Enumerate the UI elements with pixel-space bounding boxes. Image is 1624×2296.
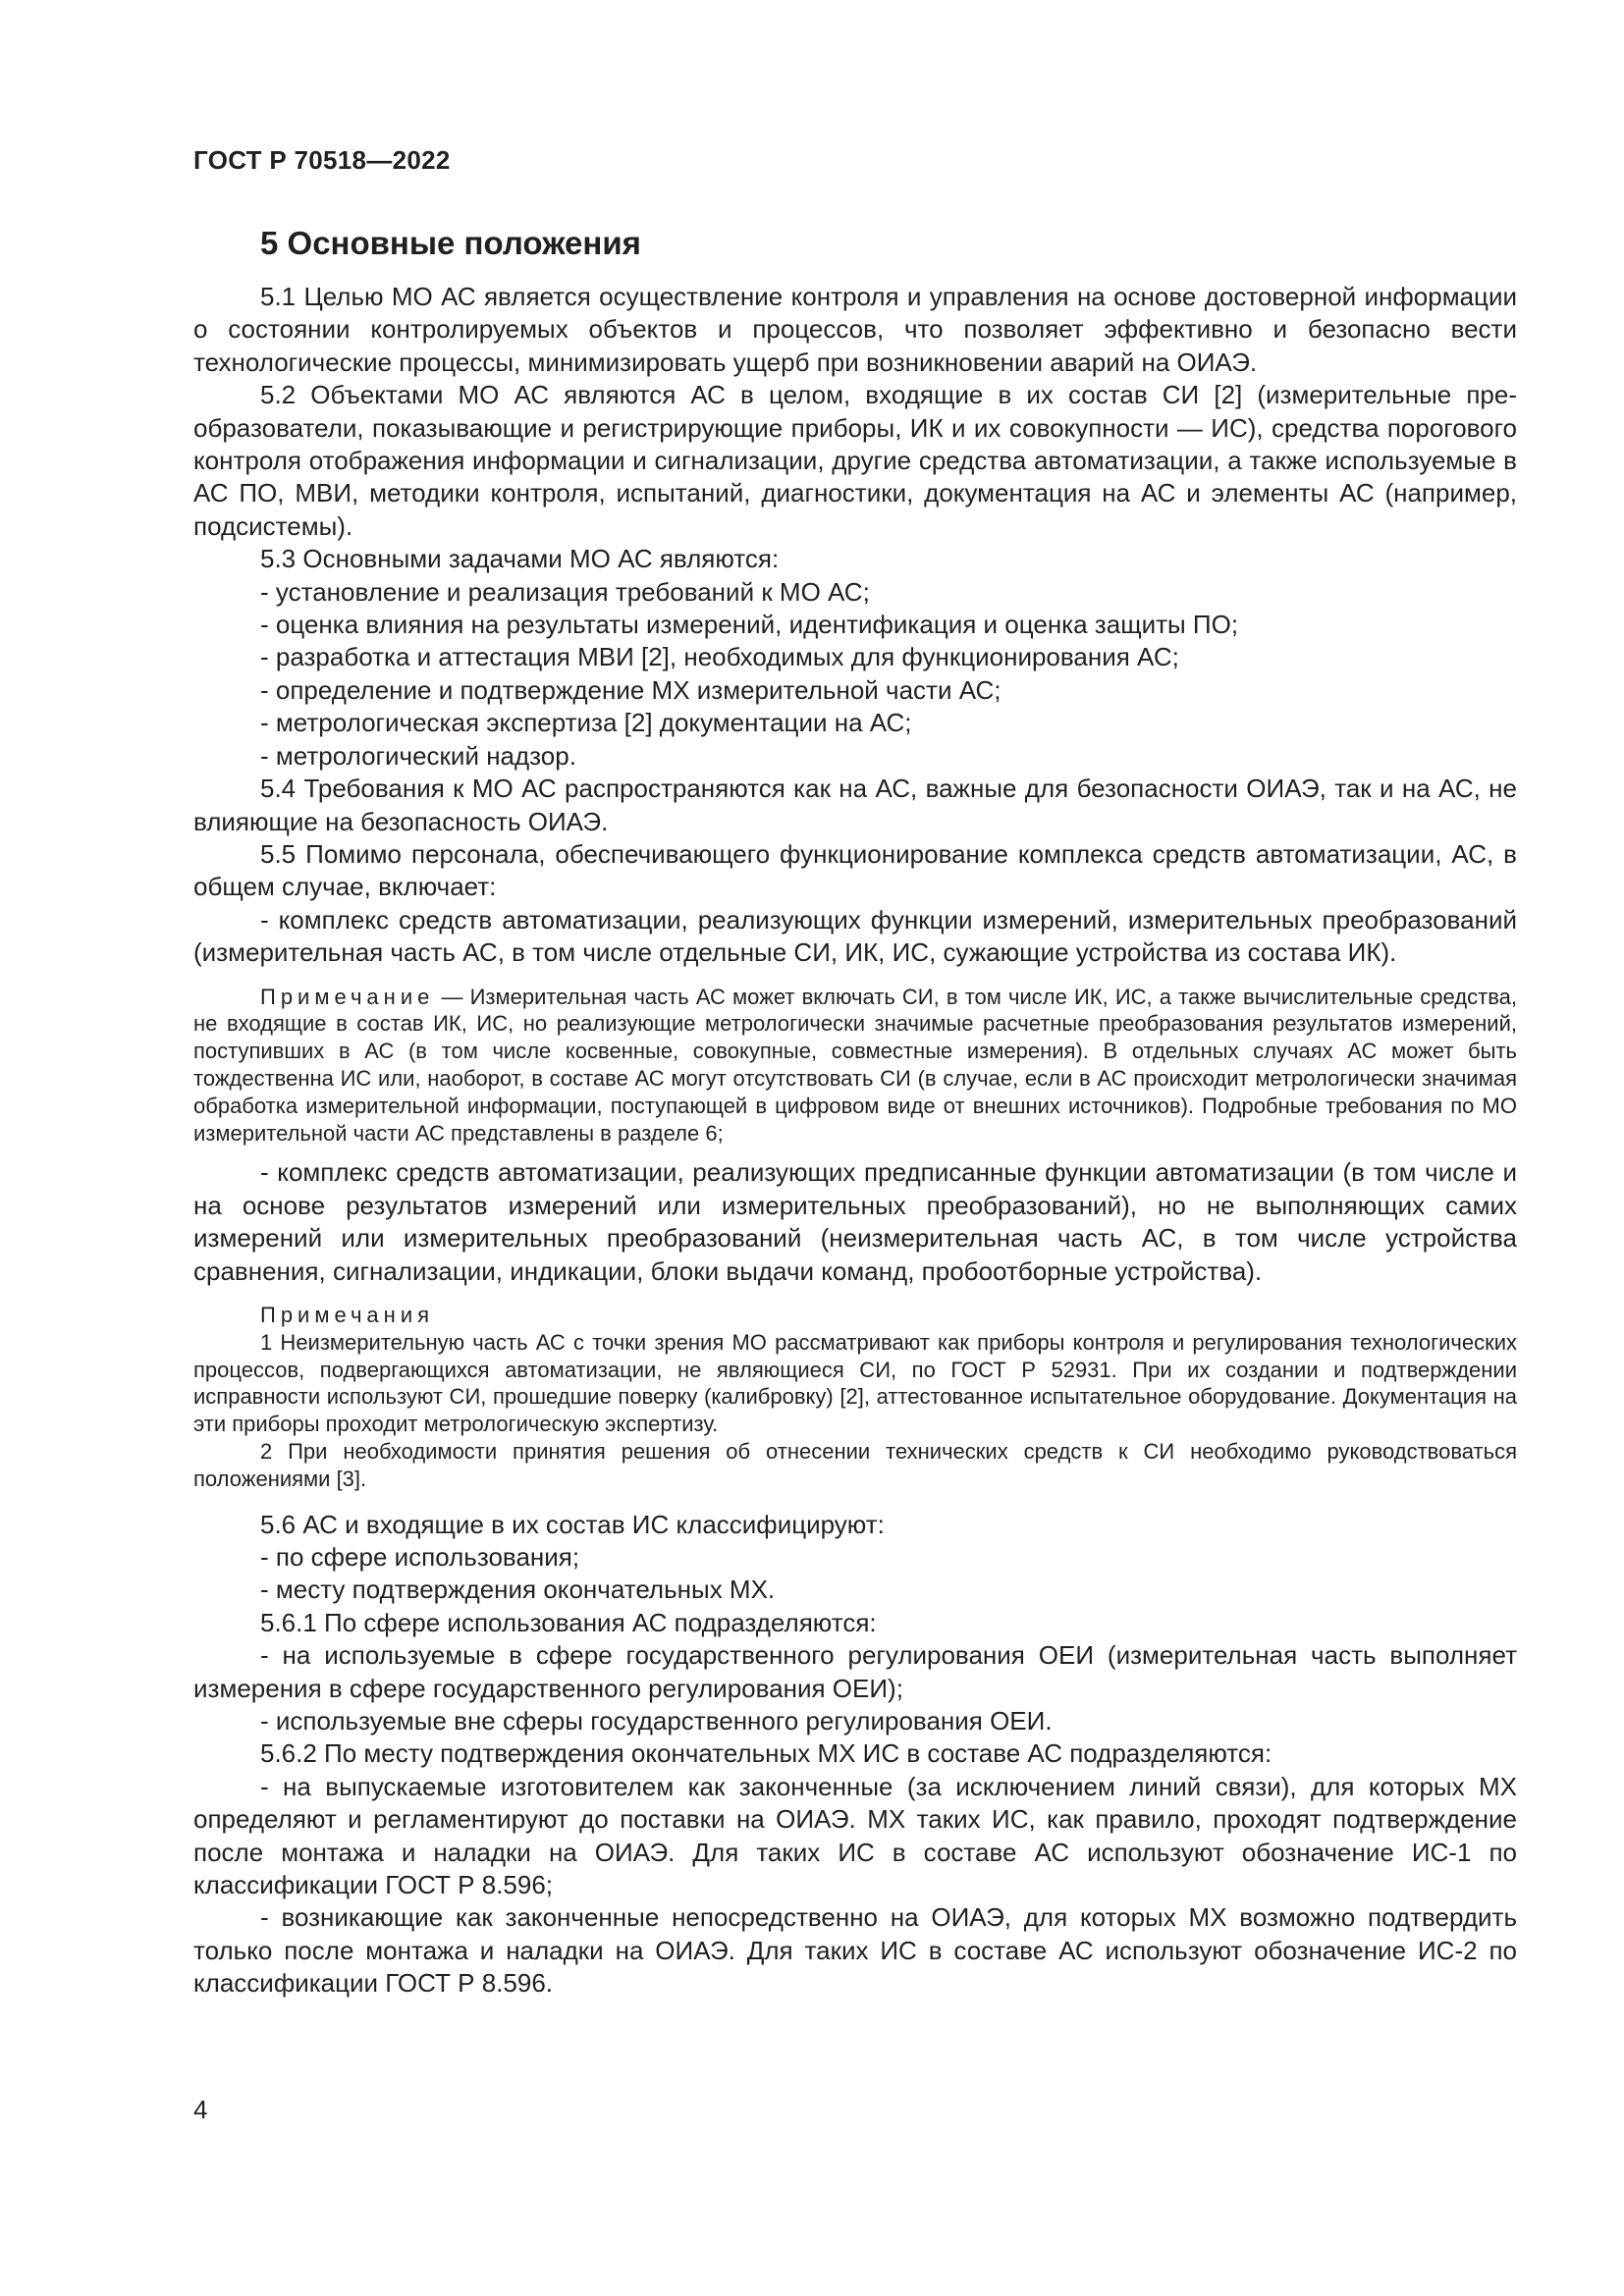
paragraph-5-6-2: 5.6.2 По месту подтверждения окончательных МХ ИС в составе АС подразделяются:	[260, 1738, 1272, 1769]
list-item: - комплекс средств автоматизации, реализующих предписанные функции автоматизации (в том числе и на основе результатов измерений или измерительных преобразований), но не выполняющих самих измерений или измерительных преобразований (неизмерительная часть АС, в том числе устройства сравнения, сигнализации, индикации, блоки выдачи команд, пробоотборные устройства).	[193, 1157, 1517, 1286]
list-item: - метрологический надзор.	[260, 740, 576, 771]
list-item: - комплекс средств автоматизации, реализующих функции измерений, измерительных преобразований (измерительная часть АС, в том числе отдельные СИ, ИК, ИС, сужающие устройства из состава ИК).	[193, 904, 1517, 968]
paragraph-5-1: 5.1 Целью МО АС является осуществление контроля и управления на основе достоверной информации о состоянии контролируемых объектов и процессов, что позволяет эффективно и безопасно вести технологические процессы, минимизировать ущерб при возникновении аварий на ОИАЭ.	[193, 282, 1517, 377]
list-item: - установление и реализация требований к МО АС;	[260, 576, 870, 607]
paragraph-5-2: 5.2 Объектами МО АС являются АС в целом, входящие в их состав СИ [2] (измерительные преобразователи, показывающие и регистрирующие приборы, ИК и их совокупности — ИС), средства порогового контроля отображения информации и сигнализации, другие средства автоматизации, а также используемые в АС ПО, МВИ, методики контроля, испытаний, диагностики, документация на АС и элементы АС (например, подсистемы).	[193, 380, 1517, 541]
list-item: - разработка и аттестация МВИ [2], необходимых для функционирования АС;	[260, 642, 1179, 672]
document-header-code: ГОСТ Р 70518—2022	[193, 145, 451, 175]
paragraph-5-6-1: 5.6.1 По сфере использования АС подразделяются:	[260, 1607, 877, 1637]
notes-block	[193, 1302, 1517, 1493]
paragraph-5-6: 5.6 АС и входящие в их состав ИС классифицируют:	[260, 1509, 885, 1539]
main-text-block-c	[193, 1509, 1517, 2001]
paragraph-5-3: 5.3 Основными задачами МО АС являются:	[260, 544, 780, 574]
section-title: 5 Основные положения	[260, 225, 641, 261]
note-paragraph	[193, 984, 1517, 1148]
list-item: - по сфере использования;	[260, 1541, 580, 1572]
page-number: 4	[193, 2095, 208, 2124]
list-item: - возникающие как законченные непосредственно на ОИАЭ, для которых МХ возможно подтвердить только после монтажа и наладки на ОИАЭ. Для таких ИС в составе АС используют обозначение ИС-2 по классификации ГОСТ Р 8.596.	[193, 1902, 1517, 1999]
list-item: - на используемые в сфере государственного регулирования ОЕИ (измерительная часть выполняет измерения в сфере государственного регулирования ОЕИ);	[193, 1640, 1517, 1703]
list-item: - используемые вне сферы государственного регулирования ОЕИ.	[260, 1705, 1053, 1735]
list-item: - месту подтверждения окончательных МХ.	[260, 1575, 776, 1605]
main-text-block-a	[193, 281, 1517, 970]
note-item: 1 Неизмерительную часть АС с точки зрения МО рассматривают как приборы контроля и регулирования технологических процессов, подвергающихся автоматизации, не являющиеся СИ, по ГОСТ Р 52931. При их создании и подтверждении исправности используют СИ, прошедшие поверку (калибровку) [2], аттестованное испытательное оборудование. Документация на эти приборы проходит метрологическую экспертизу.	[193, 1329, 1517, 1437]
note-block	[193, 984, 1517, 1148]
note-label: Примечание	[260, 984, 435, 1009]
notes-title: Примечания	[260, 1302, 435, 1327]
main-text-block-b	[193, 1156, 1517, 1288]
list-item: - определение и подтверждение МХ измерительной части АС;	[260, 674, 1001, 705]
list-item: - оценка влияния на результаты измерений, идентификация и оценка защиты ПО;	[260, 610, 1239, 640]
paragraph-5-4: 5.4 Требования к МО АС распространяются как на АС, важные для безопасности ОИАЭ, так и на АС, не влияющие на безопасность ОИАЭ.	[193, 774, 1517, 836]
paragraph-5-5: 5.5 Помимо персонала, обеспечивающего функционирование комплекса средств автоматизации, АС, в общем случае, включает:	[193, 838, 1517, 902]
list-item: - на выпускаемые изготовителем как законченные (за исключением линий связи), для которых МХ определяют и регламентируют до поставки на ОИАЭ. МХ таких ИС, как правило, проходят подтверждение после монтажа и наладки на ОИАЭ. Для таких ИС в составе АС используют обозначение ИС-1 по классификации ГОСТ Р 8.596;	[193, 1771, 1517, 1899]
page-body	[193, 224, 1517, 2001]
note-text: — Измерительная часть АС может включать СИ, в том числе ИК, ИС, а также вычислительные средства, не входящие в состав ИК, ИС, но реализующие метрологически значимые расчетные преобразования результатов измерений, поступивших в АС (в том числе косвенные, совокупные, совместные измерения). В отдельных случаях АС может быть тождественна ИС или, наоборот, в составе АС могут отсутствовать СИ (в случае, если в АС происходит метрологически значимая обработка измерительной информации, поступающей в цифровом виде от внешних источников). Подробные требования по МО измерительной части АС представлены в разделе 6;	[193, 984, 1517, 1146]
note-item: 2 При необходимости принятия решения об отнесении технических средств к СИ необходимо руководствоваться положениями [3].	[193, 1438, 1517, 1491]
list-item: - метрологическая экспертиза [2] документации на АС;	[260, 708, 912, 738]
